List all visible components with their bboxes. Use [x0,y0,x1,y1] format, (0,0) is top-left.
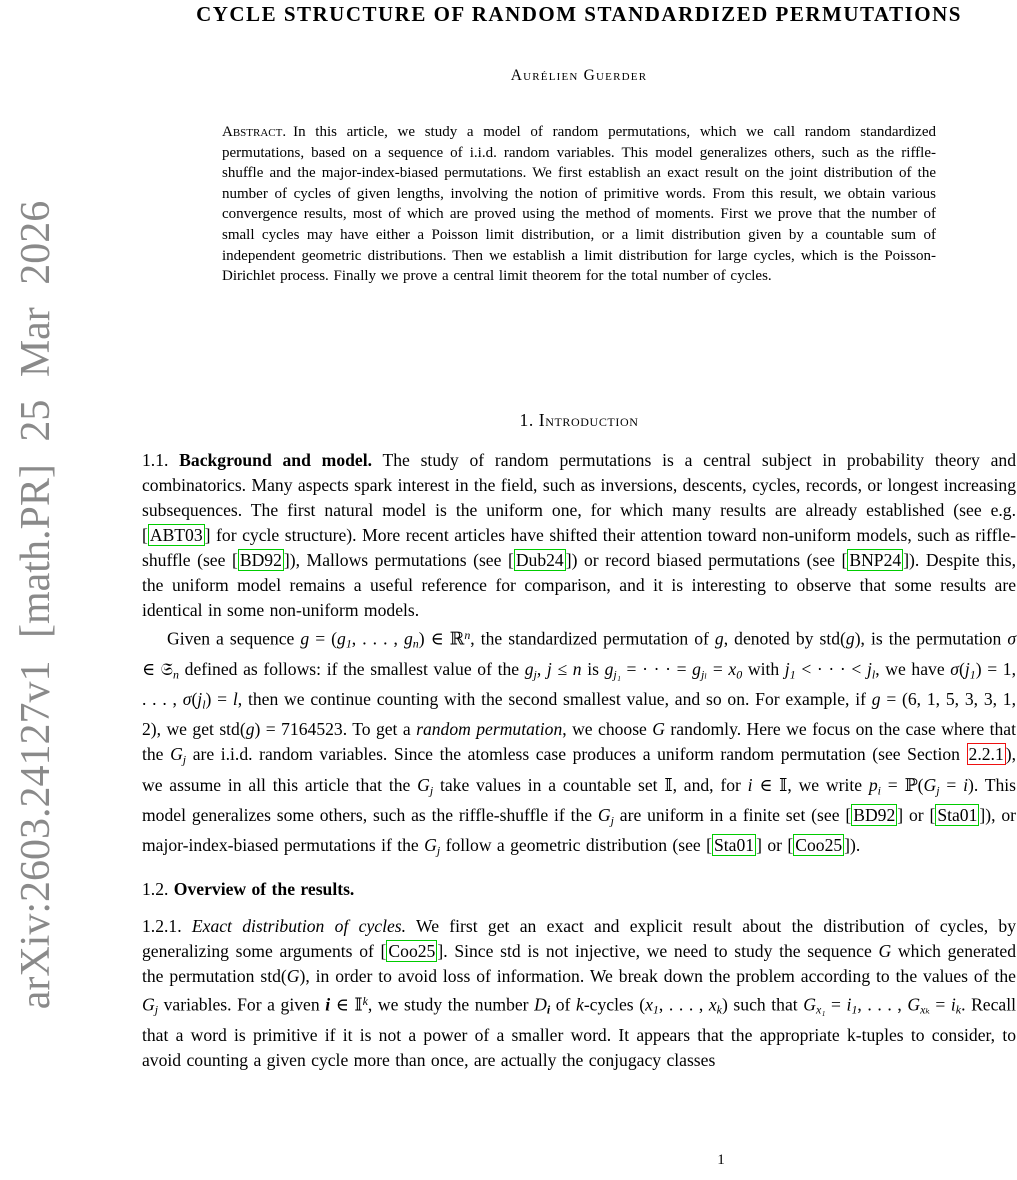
text-segment: j [429,783,434,798]
text-segment: k [955,1002,962,1017]
text-segment: ] for cycle structure). More recent articles have shifted their attention toward non-uniform models, such as riffle-shuffle (see [ [142,525,1016,570]
citation-link-Dub24[interactable]: Dub24 [515,550,564,570]
text-segment: G [142,994,155,1015]
text-segment: G [286,965,300,986]
text-segment: p [868,774,878,795]
text-segment: = [929,994,951,1015]
text-segment: ]). Despite this, the uniform model remains a useful reference for comparison, and it is interesting to observe that some results are identical in some non-uniform models. [142,550,1016,620]
text-segment: x [645,994,653,1015]
main-text [142,410,1016,1073]
text-segment: , denoted by std( [723,628,846,649]
text-segment: 1 [345,636,352,651]
text-segment: G [424,835,437,856]
citation-link-ABT03[interactable]: ABT03 [149,525,203,545]
text-segment: is [581,658,605,679]
text-segment: with [742,658,785,679]
text-segment: g [300,628,310,649]
paragraph-background-and-model [142,448,1016,623]
text-segment: , [536,658,547,679]
text-segment: ∈ 𝕀, we write [752,774,869,795]
text-segment: = [707,658,729,679]
text-segment: < · · · < [795,658,867,679]
text-segment: Given a sequence [167,628,301,649]
citation-link-Coo25[interactable]: Coo25 [388,940,436,961]
text-segment: , we have [875,658,951,679]
text-segment: , then we continue counting with the second smallest value, and so on. For example, if [237,689,872,710]
paragraph-exact-distribution-of-cycles [142,914,1016,1073]
text-segment: g [337,628,346,649]
text-segment: G [923,774,937,795]
text-segment: G [803,994,816,1015]
text-segment: 0 [736,667,743,682]
text-segment: G [907,994,921,1015]
paper-title: CYCLE STRUCTURE OF RANDOM STANDARDIZED PERMUTATIONS [196,2,962,26]
text-segment: Background and model. [179,450,372,470]
paper-page [142,0,1017,1168]
text-segment: ∈ 𝔖 [142,658,174,679]
text-segment: j [197,689,203,710]
text-segment: We first get an exact and explicit result about the distribution of cycles, by generalizing some arguments of [ [142,915,1016,961]
citation-link-Sta01[interactable]: Sta01 [937,805,978,826]
text-segment: 1.1. [142,450,180,470]
page-number: 1 [717,1152,725,1168]
text-segment: i [877,783,881,798]
text-segment: g [845,628,855,649]
text-segment: defined as follows: if the smallest value of the [179,658,525,679]
text-segment: l [202,697,206,712]
text-segment: D [534,994,547,1015]
text-segment: ) = 7164523. To get a [254,719,417,740]
text-segment: g [692,658,701,679]
citation-link-BD92[interactable]: BD92 [239,550,282,570]
text-segment: x [728,658,737,679]
text-segment: j [610,813,614,828]
text-segment: σ [1007,628,1016,649]
text-segment: are uniform in a finite set (see [ [613,805,852,826]
text-segment: g [524,658,534,679]
text-segment: n [412,636,419,651]
text-segment: , . . . , [351,628,404,649]
text-segment: ]). [844,835,861,856]
text-segment: are i.i.d. random variables. Since the atomless case produces a uniform random permutation (see Section [186,744,967,765]
citation-link-BNP24[interactable]: BNP24 [849,550,902,570]
arxiv-watermark: arXiv:2603.24127v1 [math.PR] 25 Mar 2026 [13,200,59,1010]
text-segment: j [546,658,552,679]
text-segment: x [708,994,717,1015]
text-segment: 1.2.1. [142,915,192,936]
text-segment: G [597,805,611,826]
text-segment: i [546,1002,551,1017]
text-segment: i [846,994,852,1015]
text-segment: ), we assume in all this article that the [142,744,1016,795]
text-segment: x₁ [815,1002,826,1017]
abstract-text: In this article, we study a model of random permutations, which we call random standardized permutations, based on a sequence of i.i.d. random variables. This model generalizes others, such as the riffle-shuffle and the major-index-biased permutations. We first establish an exact result on the joint distribution of the number of cycles of given lengths, involving the notion of primitive words. From this result, we obtain various convergence results, most of which are proved using the method of moments. First we prove that the number of small cycles may have either a Poisson limit distribution, or a limit distribution given by a countable sum of independent geometric distributions. Then we establish a limit distribution for large cycles, which is the Poisson-Dirichlet process. Finally we prove a central limit theorem for the total number of cycles. [222,124,936,285]
intro-paragraphs [142,448,1016,1073]
text-segment: 1 [851,1002,858,1017]
text-segment: σ [950,658,959,679]
text-segment: G [878,940,892,961]
text-segment: l [871,667,876,682]
paragraph-standardized-permutation-definition [142,623,1016,864]
text-segment: ]. Since std is not injective, we need to study the sequence [437,940,879,961]
text-segment: l [232,689,238,710]
text-segment: ≤ [551,658,573,679]
text-segment: = · · · = [620,658,693,679]
text-segment: ]), Mallows permutations (see [ [283,550,514,570]
text-segment: random permutation [416,719,563,740]
text-segment: Overview of the results. [173,878,355,899]
text-segment: g [245,719,255,740]
text-segment: j [533,667,537,682]
text-segment: ) = [205,689,233,710]
text-segment: G [170,744,183,765]
text-segment: 1.2. [142,878,174,899]
text-segment: i [950,994,956,1015]
text-segment: The study of random permutations is a central subject in probability theory and combinatorics. Many aspects spark interest in the field, such as inversions, descents, cycles, records, or longest increasing subsequences. The first natural model is the uniform one, for which many results are already established (see e.g. [ [142,450,1017,545]
text-segment: of [550,994,577,1015]
text-segment: ), in order to avoid loss of information. We break down the problem according to the values of the [299,965,1016,986]
text-segment: ), is the permutation [854,628,1008,649]
citation-link-Sta01[interactable]: Sta01 [713,835,755,856]
text-segment: ∈ 𝕀 [330,994,363,1015]
text-segment: n [173,667,180,682]
text-segment: , we study the number [367,994,535,1015]
text-segment: ). This model generalizes some others, such as the riffle-shuffle if the [142,774,1016,826]
text-segment: = (6, 1, 5, 3, 3, 1, 2), we get std( [142,689,1016,740]
text-segment: g [871,689,881,710]
text-segment: ) ∈ ℝ [418,628,465,649]
text-segment: take values in a countable set 𝕀, and, for [433,774,748,795]
text-segment: j [866,658,872,679]
text-segment: = [939,774,964,795]
text-segment: 1 [789,667,796,682]
text-segment: ( [958,658,965,679]
text-segment: ] or [ [897,805,936,826]
text-segment: , we choose [562,719,653,740]
text-segment: k [362,993,368,1008]
text-segment: i [325,994,331,1015]
abstract-label: Abstract. [222,124,287,140]
text-segment: = ℙ( [880,774,924,795]
text-segment: j [182,752,187,767]
text-segment: 1 [969,667,976,682]
text-segment: ( [191,689,198,710]
text-segment: G [652,719,666,740]
text-segment: j [154,1002,159,1017]
text-segment: k [576,994,584,1015]
text-segment: k [716,1002,722,1017]
citation-link-Coo25[interactable]: Coo25 [795,835,843,856]
text-segment: Exact distribution of cycles. [191,915,407,936]
text-segment: n [572,658,582,679]
subsection-heading-overview [142,877,1016,902]
text-segment: j [936,783,940,798]
text-segment: = ( [309,628,338,649]
text-segment: n [464,628,471,642]
text-segment: g [604,658,614,679]
text-segment: j [784,658,790,679]
text-segment: follow a geometric distribution (see [ [440,835,712,856]
text-segment: 1 [652,1002,659,1017]
citation-link-BD92[interactable]: BD92 [853,805,896,826]
text-segment: . Recall that a word is primitive if it is not a power of a smaller word. It appears that the appropriate k-tuples to consider, to avoid counting a given cycle more than once, are actually the conjugacy classes [142,994,1017,1070]
text-segment: randomly. Here we focus on the case where that the [142,719,1016,765]
text-segment: g [403,628,413,649]
text-segment: i [963,774,968,795]
text-segment: i [747,774,753,795]
text-segment: , . . . , [857,994,908,1015]
text-segment: ]), or major-index-biased permutations if the [142,805,1017,856]
text-segment: , the standardized permutation of [470,628,715,649]
text-segment: j [436,843,441,858]
section-ref-link-2.2.1[interactable]: 2.2.1 [968,744,1004,765]
text-segment: , . . . , [658,994,709,1015]
abstract [222,122,936,287]
text-segment: σ [182,689,192,710]
text-segment: jₗ [700,667,708,682]
text-segment: -cycles ( [583,994,646,1015]
text-segment: xₖ [920,1002,930,1017]
text-segment: ]) or record biased permutations (see [ [565,550,848,570]
text-segment: = [825,994,847,1015]
text-segment: variables. For a given [158,994,326,1015]
text-segment: ) = 1, . . . , [142,658,1016,710]
text-segment: G [417,774,430,795]
text-segment: ] or [ [756,835,794,856]
text-segment: j₁ [613,667,621,682]
section-heading-introduction: 1. Introduction [519,410,639,430]
author-name: Aurélien Guerder [510,67,648,84]
text-segment: j [964,658,970,679]
text-segment: g [714,628,724,649]
text-segment: which generated the permutation std( [142,940,1016,986]
text-segment: ) such that [721,994,804,1015]
